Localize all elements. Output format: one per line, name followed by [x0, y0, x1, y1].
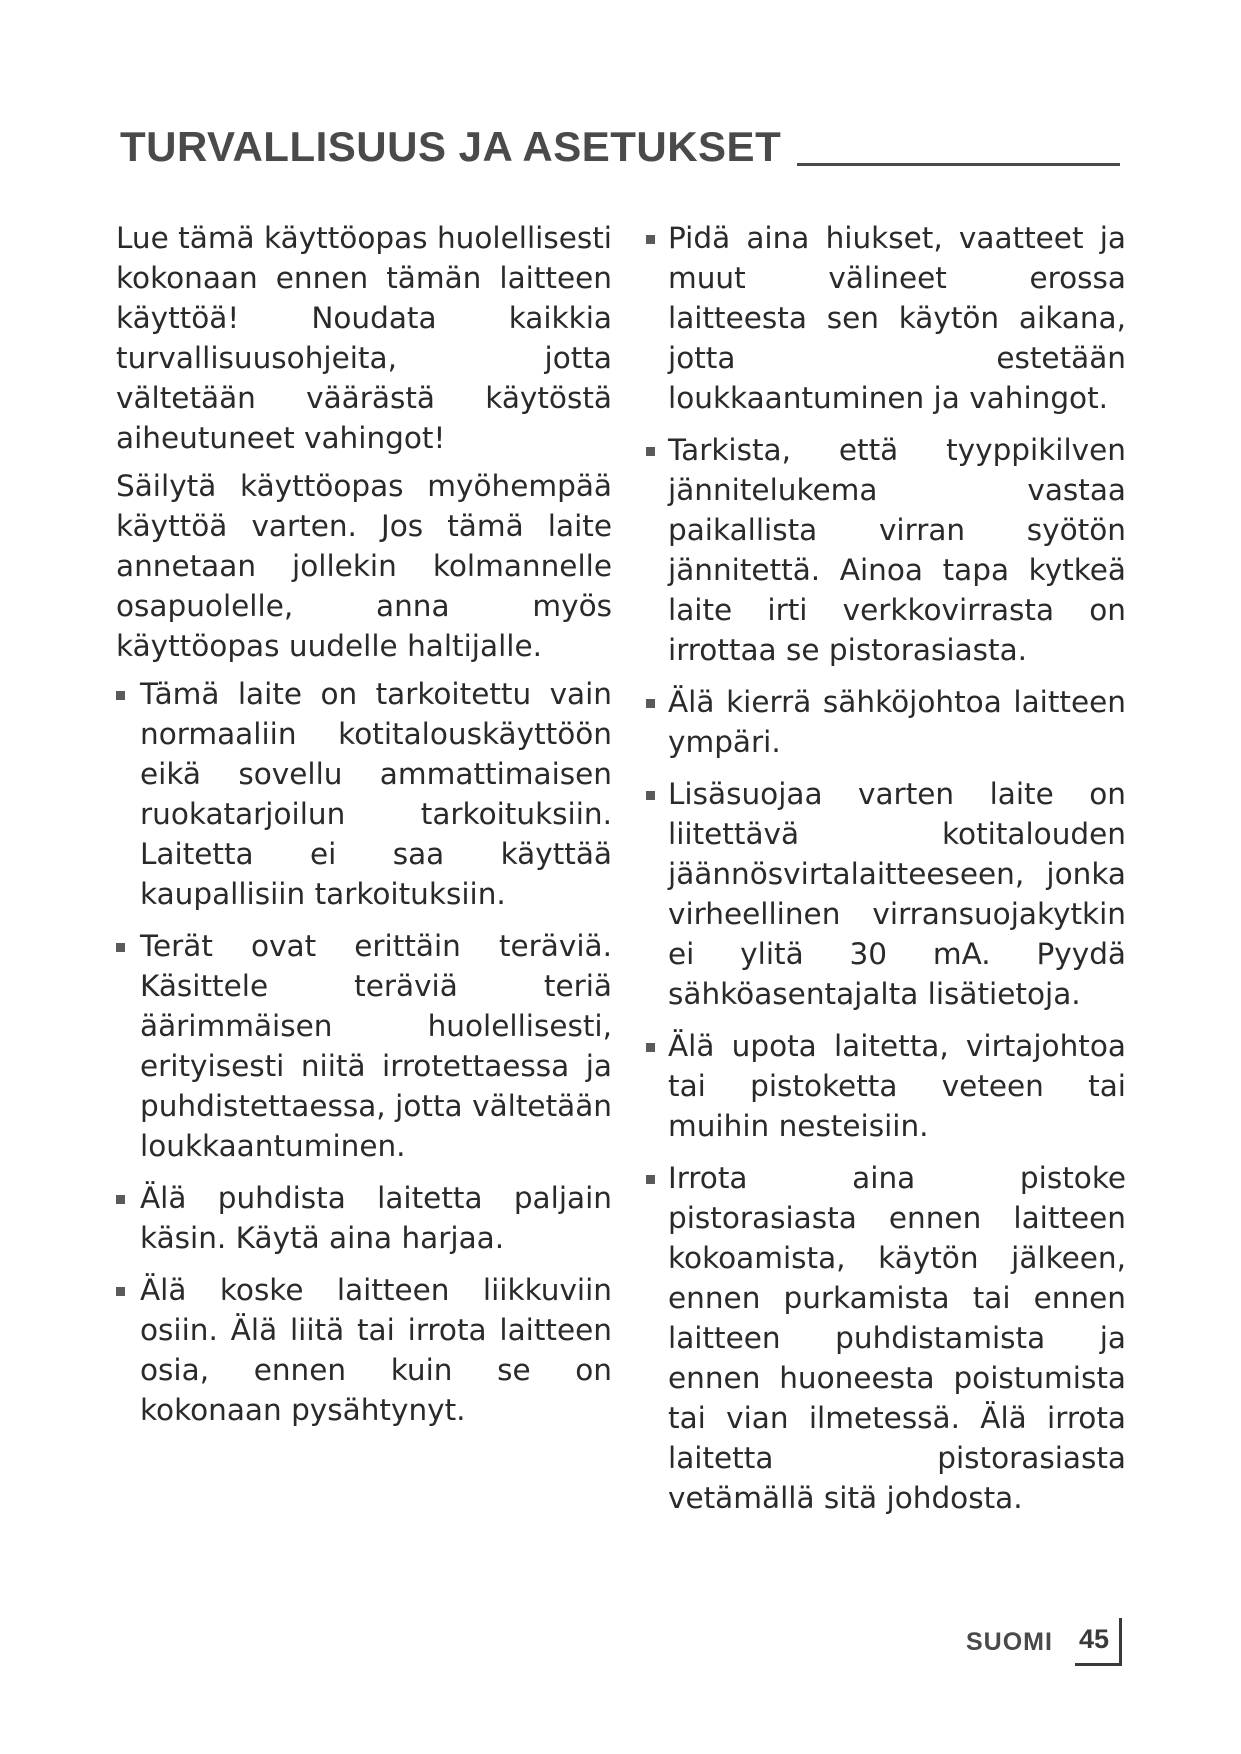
title-underline [797, 163, 1120, 166]
bullet-square-icon [116, 1287, 125, 1296]
bullet-square-icon [646, 447, 655, 456]
page-footer [966, 1618, 1122, 1666]
right-column [646, 218, 1126, 1530]
intro-paragraph: Säilytä käyttöopas myöhempää käyttöä varten. Jos tämä laite annetaan jollekin kolmannelle osapuolelle, anna myös käyttöopas uudelle haltijalle. [116, 469, 612, 663]
bullet-item [116, 1270, 612, 1430]
bullet-item [116, 674, 612, 914]
bullet-square-icon [646, 1043, 655, 1052]
bullet-text: Pidä aina hiukset, vaatteet ja muut välineet erossa laitteesta sen käytön aikana, jotta estetään loukkaantuminen ja vahingot. [668, 221, 1126, 415]
bullet-item [646, 682, 1126, 762]
bullet-item [646, 1158, 1126, 1518]
bullet-text: Lisäsuojaa varten laite on liitettävä kotitalouden jäännösvirtalaitteeseen, jonka virheellinen virransuojakytkin ei ylitä 30 mA. Pyydä sähköasentajalta lisätietoja. [668, 777, 1126, 1011]
bullet-square-icon [646, 791, 655, 800]
bullet-item [646, 430, 1126, 670]
left-column [116, 218, 612, 1442]
bullet-text: Tarkista, että tyyppikilven jännitelukema vastaa paikallista virran syötön jännitettä. Ainoa tapa kytkeä laite irti verkkovirrasta on irrottaa se pistorasiasta. [668, 433, 1126, 667]
bullet-item [646, 218, 1126, 418]
page-title: TURVALLISUUS JA ASETUKSET [120, 123, 782, 170]
bullet-item [646, 774, 1126, 1014]
bullet-item [116, 1178, 612, 1258]
bullet-text: Terät ovat erittäin teräviä. Käsittele teräviä teriä äärimmäisen huolellisesti, erityisesti niitä irrotettaessa ja puhdistettaessa, jotta vältetään loukkaantuminen. [140, 929, 612, 1163]
page-header [120, 108, 1120, 168]
intro-paragraph: Lue tämä käyttöopas huolellisesti kokonaan ennen tämän laitteen käyttöä! Noudata kaikkia turvallisuusohjeita, jotta vältetään väärästä käytöstä aiheutuneet vahingot! [116, 221, 612, 455]
bullet-square-icon [646, 699, 655, 708]
bullet-square-icon [646, 1175, 655, 1184]
bullet-square-icon [646, 235, 655, 244]
bullet-text: Älä upota laitetta, virtajohtoa tai pistoketta veteen tai muihin nesteisiin. [668, 1029, 1126, 1143]
bullet-item [116, 926, 612, 1166]
bullet-text: Älä koske laitteen liikkuviin osiin. Älä liitä tai irrota laitteen osia, ennen kuin se on kokonaan pysähtynyt. [140, 1273, 612, 1427]
bullet-item [646, 1026, 1126, 1146]
page-number: 45 [1075, 1618, 1122, 1666]
bullet-text: Älä puhdista laitetta paljain käsin. Käytä aina harjaa. [140, 1181, 612, 1255]
bullet-text: Irrota aina pistoke pistorasiasta ennen laitteen kokoamista, käytön jälkeen, ennen purkamista tai ennen laitteen puhdistamista ja ennen huoneesta poistumista tai vian ilmetessä. Älä irrota laitetta pistorasiasta vetämällä sitä johdosta. [668, 1161, 1126, 1515]
bullet-text: Älä kierrä sähköjohtoa laitteen ympäri. [668, 685, 1126, 759]
bullet-square-icon [116, 943, 125, 952]
bullet-text: Tämä laite on tarkoitettu vain normaaliin kotitalouskäyttöön eikä sovellu ammattimaisen ruokatarjoilun tarkoituksiin. Laitetta ei saa käyttää kaupallisiin tarkoituksiin. [140, 677, 612, 911]
bullet-square-icon [116, 1195, 125, 1204]
footer-language: SUOMI [966, 1627, 1053, 1656]
bullet-square-icon [116, 691, 125, 700]
